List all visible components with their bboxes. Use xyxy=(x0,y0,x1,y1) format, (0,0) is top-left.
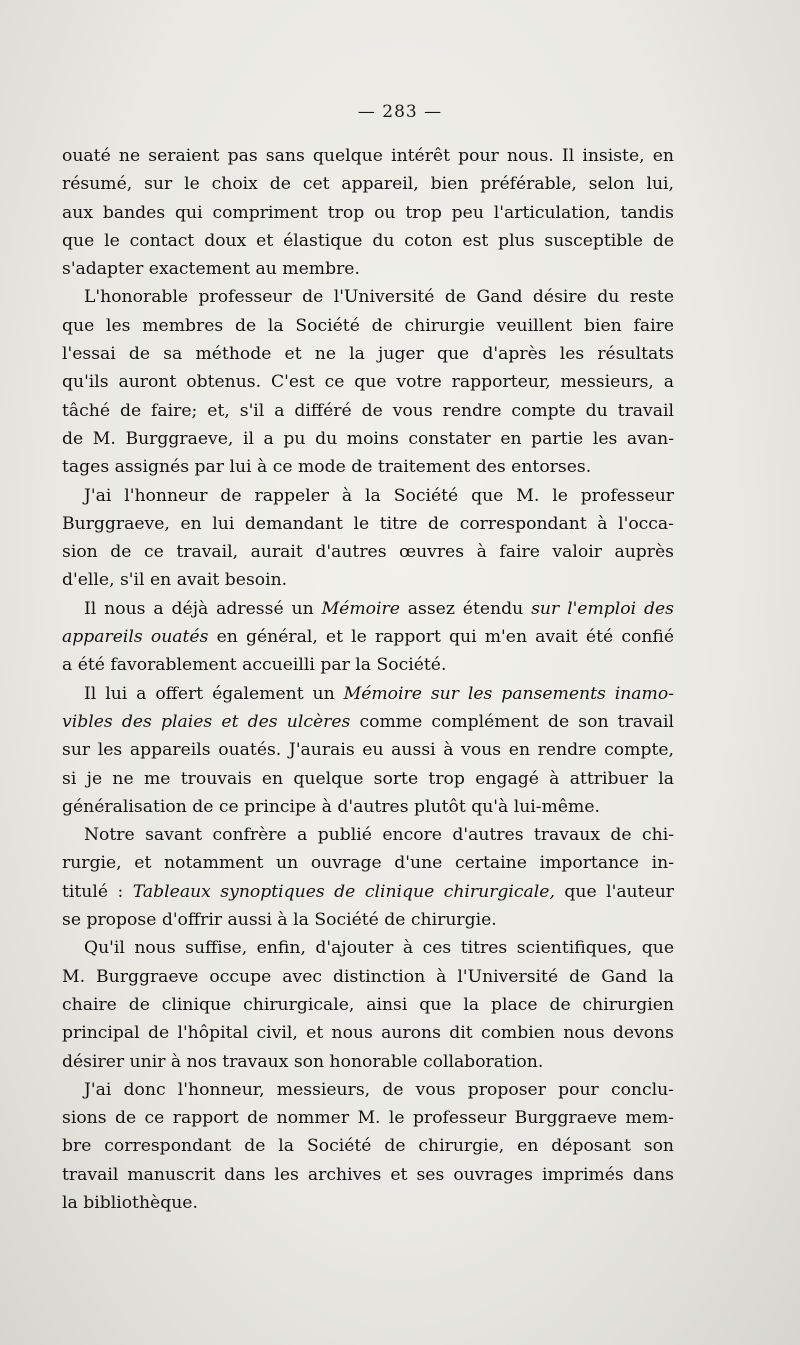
text-run: en général, et le rapport qui m'en avait été confié xyxy=(208,627,674,648)
text-line: rurgie, et notamment un ouvrage d'une certaine importance in- xyxy=(62,853,674,874)
text-line xyxy=(62,878,674,906)
text-line: se propose d'offrir aussi à la Société de chirurgie. xyxy=(62,910,497,931)
paragraph xyxy=(62,142,674,283)
text-line: l'essai de sa méthode et ne la juger que d'après les résultats xyxy=(62,344,674,365)
paragraph xyxy=(62,482,674,595)
text-line xyxy=(62,680,674,708)
italic-title: vibles des plaies et des ulcères xyxy=(62,711,351,732)
text-line: J'ai l'honneur de rappeler à la Société que M. le professeur xyxy=(84,485,674,506)
text-line: aux bandes qui compriment trop ou trop peu l'articulation, tandis xyxy=(62,202,674,223)
text-run: Il lui a offert également un xyxy=(84,683,344,704)
text-line: résumé, sur le choix de cet appareil, bien préférable, selon lui, xyxy=(62,174,674,195)
text-line: Burggraeve, en lui demandant le titre de correspondant à l'occa- xyxy=(62,513,674,534)
text-line: chaire de clinique chirurgicale, ainsi que la place de chirurgien xyxy=(62,994,674,1015)
text-run: que l'auteur xyxy=(554,881,674,902)
paragraph xyxy=(62,821,674,934)
text-run: titulé : xyxy=(62,881,133,902)
text-line: principal de l'hôpital civil, et nous aurons dit combien nous devons xyxy=(62,1023,674,1044)
text-run: assez étendu xyxy=(399,598,532,619)
italic-title: appareils ouatés xyxy=(62,627,209,648)
text-line: a été favorablement accueilli par la Société. xyxy=(62,655,447,676)
italic-title: sur l'emploi des xyxy=(531,598,675,619)
text-run: Il nous a déjà adressé un xyxy=(84,598,322,619)
page-number: — 283 — xyxy=(357,102,443,122)
text-line: sur les appareils ouatés. J'aurais eu aussi à vous en rendre compte, xyxy=(62,740,674,761)
paragraph xyxy=(62,934,674,1075)
text-line: de M. Burggraeve, il a pu du moins constater en partie les avan- xyxy=(62,428,674,449)
text-line: que les membres de la Société de chirurgie veuillent bien faire xyxy=(62,315,674,336)
paragraph xyxy=(62,595,674,680)
text-line: M. Burggraeve occupe avec distinction à l'Université de Gand la xyxy=(62,966,674,987)
text-line xyxy=(62,708,674,736)
text-line: généralisation de ce principe à d'autres plutôt qu'à lui-même. xyxy=(62,796,600,817)
text-line: bre correspondant de la Société de chirurgie, en déposant son xyxy=(62,1136,674,1157)
text-line: tages assignés par lui à ce mode de traitement des entorses. xyxy=(62,457,592,478)
text-line: désirer unir à nos travaux son honorable collaboration. xyxy=(62,1051,544,1072)
text-line: que le contact doux et élastique du coton est plus susceptible de xyxy=(62,230,674,251)
italic-title: Mémoire sur les pansements inamo- xyxy=(343,683,675,704)
text-line: si je ne me trouvais en quelque sorte trop engagé à attribuer la xyxy=(62,768,674,789)
text-line: ouaté ne seraient pas sans quelque intérêt pour nous. Il insiste, en xyxy=(62,146,674,166)
text-line xyxy=(62,595,674,623)
text-line: sion de ce travail, aurait d'autres œuvres à faire valoir auprès xyxy=(62,542,674,563)
text-line: s'adapter exactement au membre. xyxy=(62,259,360,280)
italic-title: Tableaux synoptiques de clinique chirurgicale, xyxy=(132,881,555,902)
text-line xyxy=(62,623,674,651)
text-line: Qu'il nous suffise, enfin, d'ajouter à ces titres scientifiques, que xyxy=(84,938,674,959)
paragraph xyxy=(62,1076,674,1217)
text-run: comme complément de son travail xyxy=(350,711,674,732)
text-line: travail manuscrit dans les archives et ses ouvrages imprimés dans xyxy=(62,1164,674,1185)
text-line: d'elle, s'il en avait besoin. xyxy=(62,570,288,591)
text-line: qu'ils auront obtenus. C'est ce que votre rapporteur, messieurs, a xyxy=(62,372,674,393)
body-text xyxy=(62,142,674,1217)
text-line: tâché de faire; et, s'il a différé de vous rendre compte du travail xyxy=(62,400,674,421)
text-line: L'honorable professeur de l'Université de Gand désire du reste xyxy=(84,287,674,308)
text-line: la bibliothèque. xyxy=(62,1192,198,1213)
paragraph xyxy=(62,680,674,821)
text-line: J'ai donc l'honneur, messieurs, de vous proposer pour conclu- xyxy=(84,1079,674,1100)
text-line: sions de ce rapport de nommer M. le professeur Burggraeve mem- xyxy=(62,1108,674,1129)
italic-title: Mémoire xyxy=(321,598,400,619)
paragraph xyxy=(62,283,674,481)
text-line: Notre savant confrère a publié encore d'autres travaux de chi- xyxy=(84,825,674,846)
